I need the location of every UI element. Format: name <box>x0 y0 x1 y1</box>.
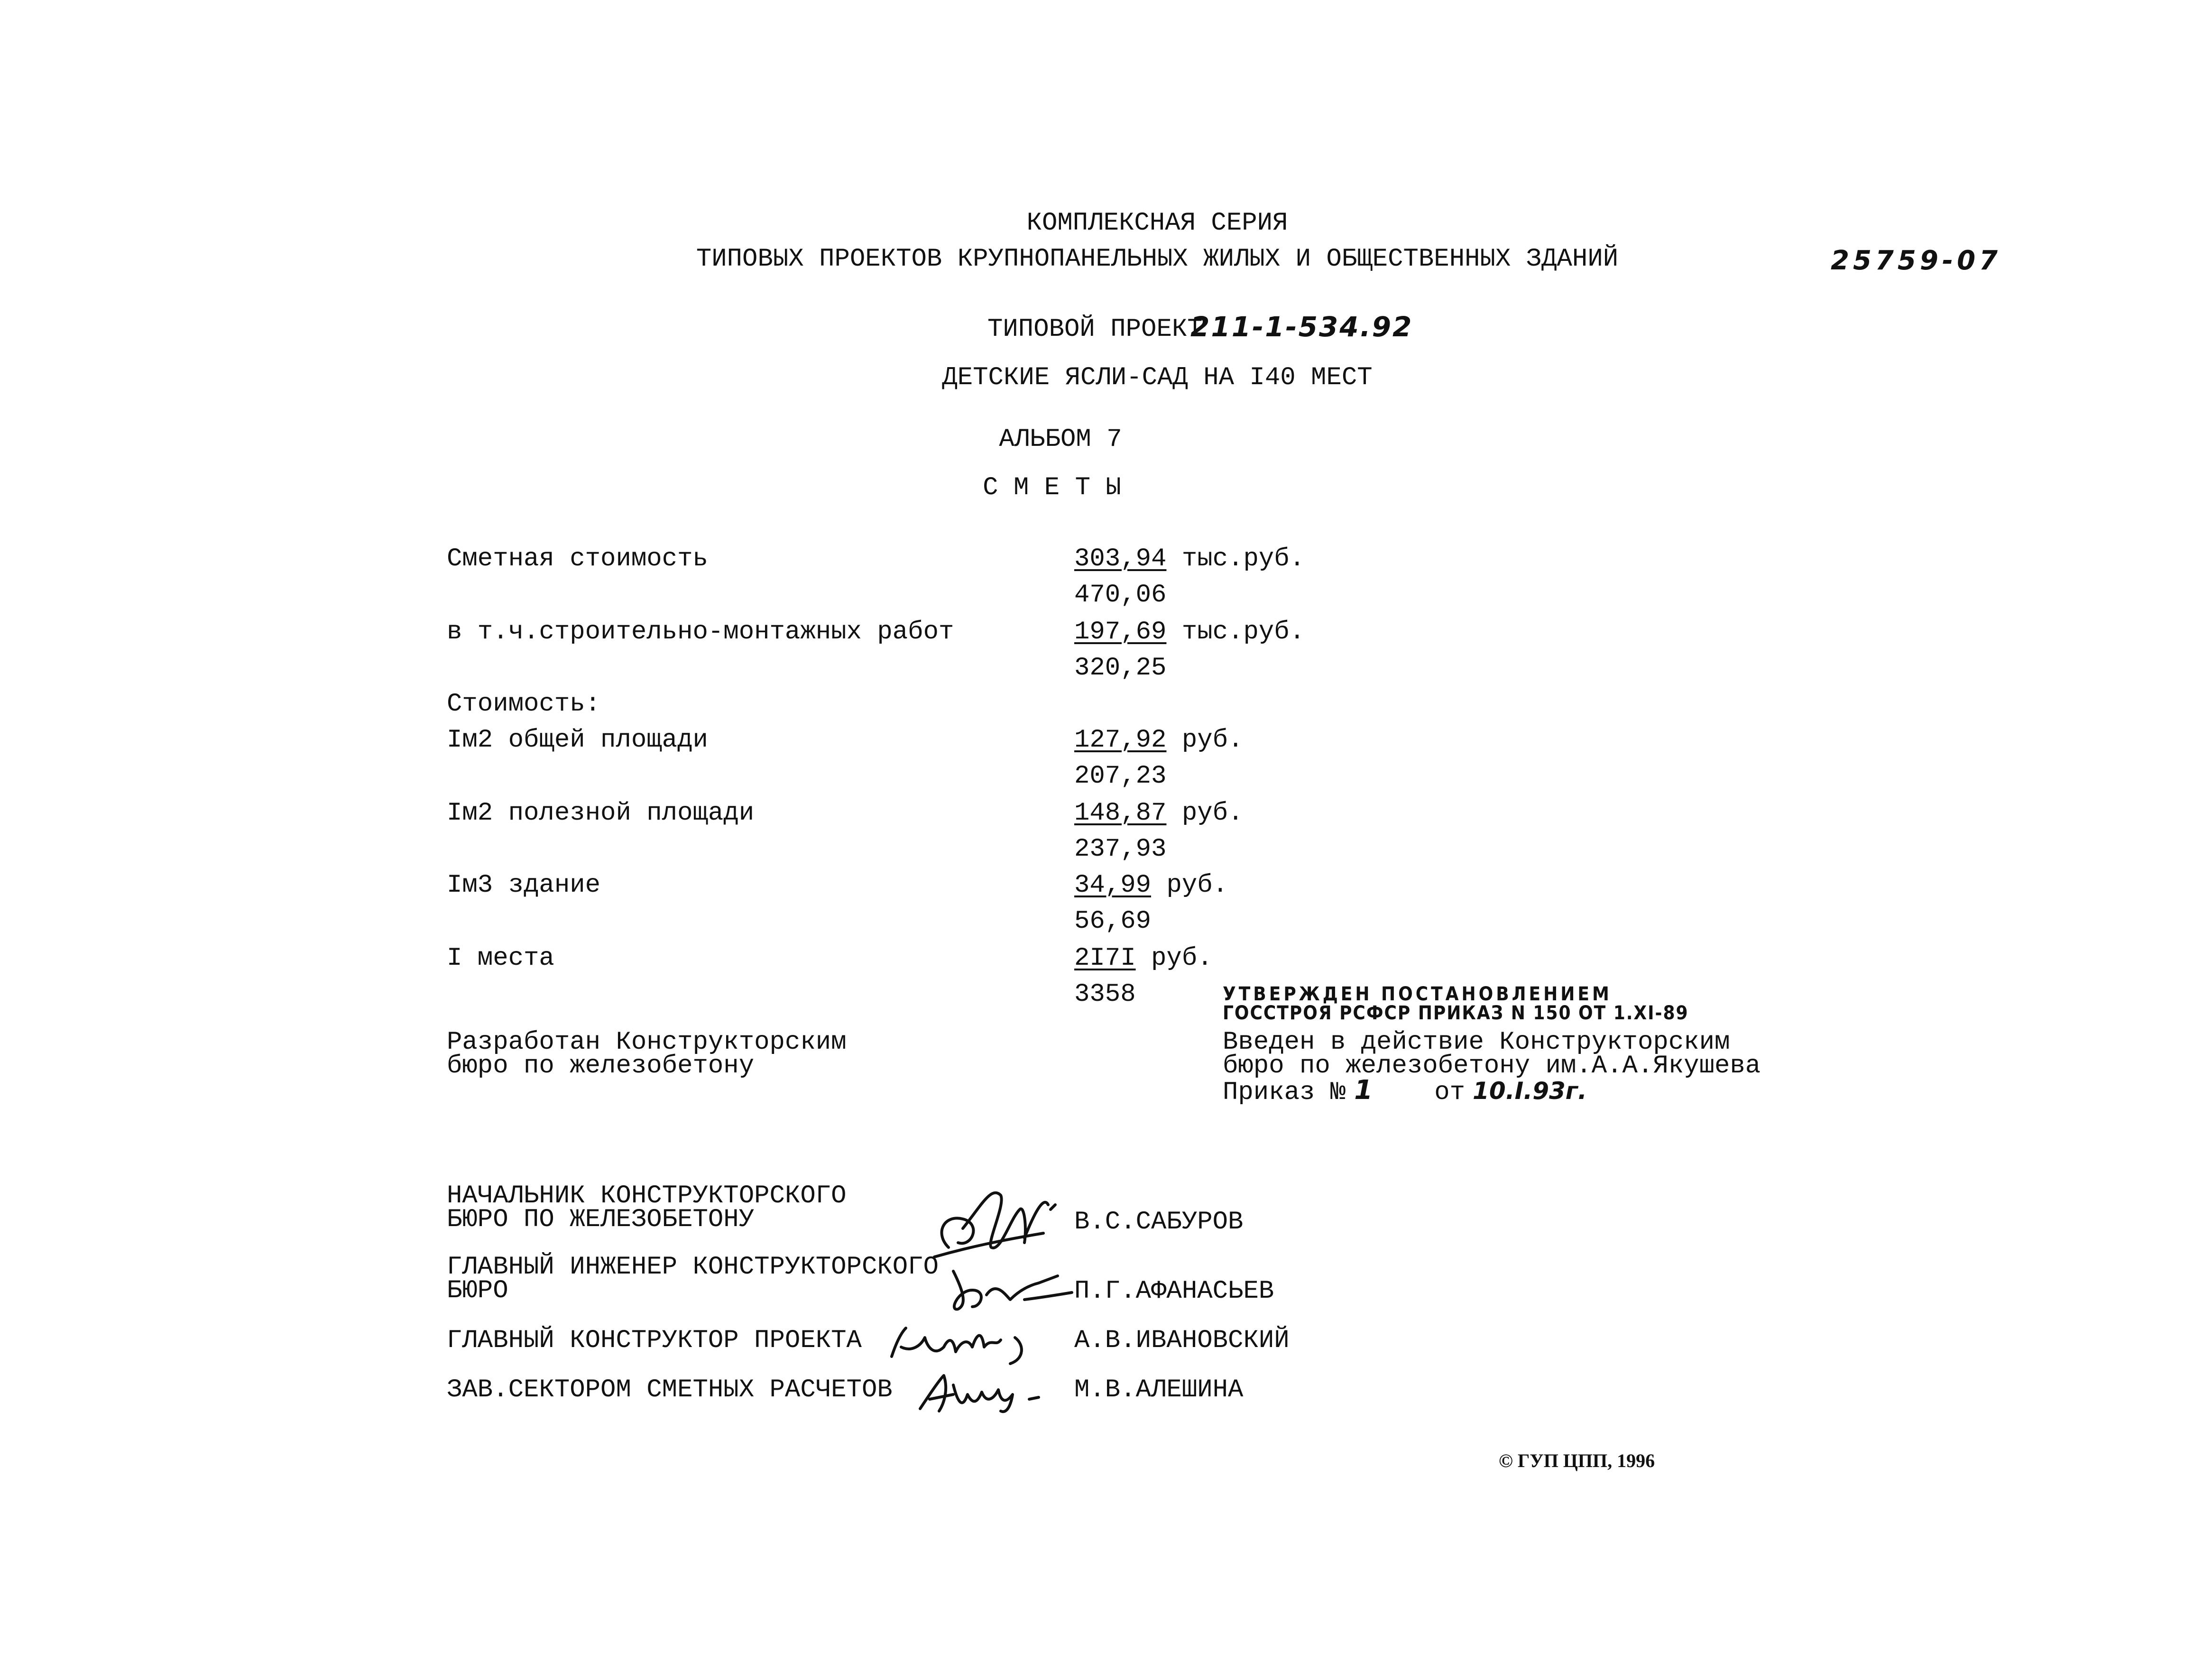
construction-value-alt: 320,25 <box>1074 654 1167 683</box>
approval-stamp-line1: УТВЕРЖДЕН ПОСТАНОВЛЕНИЕМ <box>1223 983 1612 1005</box>
signature-afanasyev <box>939 1262 1081 1314</box>
project-label: ТИПОВОЙ ПРОЕКТ <box>987 315 1203 344</box>
album-label: АЛЬБОМ 7 <box>999 425 1122 454</box>
per-total-area-value-alt: 207,23 <box>1074 762 1167 791</box>
developer-line1: Разработан Конструкторским <box>447 1028 847 1057</box>
estimate-label: Сметная стоимость <box>447 545 708 573</box>
section-title: С М Е Т Ы <box>983 473 1121 502</box>
signatory-2-title-line1: ГЛАВНЫЙ ИНЖЕНЕР КОНСТРУКТОРСКОГО <box>447 1253 939 1282</box>
doc-code: 25759-07 <box>1831 245 2001 276</box>
construction-value: 197,69 тыс.руб. <box>1074 618 1305 646</box>
per-useful-area-value: 148,87 руб. <box>1074 799 1244 828</box>
per-place-value-alt: 3358 <box>1074 980 1136 1009</box>
per-volume-label: Iм3 здание <box>447 871 601 900</box>
estimate-value: 303,94 тыс.руб. <box>1074 545 1305 573</box>
signatory-1-name: В.С.САБУРОВ <box>1074 1208 1244 1237</box>
project-title: ДЕТСКИЕ ЯСЛИ-САД НА I40 МЕСТ <box>942 363 1373 392</box>
signatory-1-title-line2: БЮРО ПО ЖЕЛЕЗОБЕТОНУ <box>447 1205 755 1234</box>
series-title-line1: КОМПЛЕКСНАЯ СЕРИЯ <box>1026 209 1288 238</box>
signature-saburov <box>930 1176 1081 1266</box>
estimate-value-alt: 470,06 <box>1074 581 1167 609</box>
signatory-4-name: М.В.АЛЕШИНА <box>1074 1375 1244 1404</box>
signatory-1-title-line1: НАЧАЛЬНИК КОНСТРУКТОРСКОГО <box>447 1182 847 1210</box>
signatory-3-name: А.В.ИВАНОВСКИЙ <box>1074 1326 1290 1355</box>
signature-ivanovsky <box>882 1319 1043 1371</box>
approval-stamp-line2: ГОССТРОЯ РСФСР ПРИКАЗ N 150 ОТ 1.XI-89 <box>1223 1002 1689 1024</box>
series-title-line2: ТИПОВЫХ ПРОЕКТОВ КРУПНОПАНЕЛЬНЫХ ЖИЛЫХ И ОБЩЕСТВЕННЫХ ЗДАНИЙ <box>696 245 1619 274</box>
per-volume-value: 34,99 руб. <box>1074 871 1228 900</box>
introduced-line2: бюро по железобетону им.А.А.Якушева <box>1223 1052 1761 1080</box>
per-useful-area-label: Iм2 полезной площади <box>447 799 755 828</box>
signatory-4-title: ЗАВ.СЕКТОРОМ СМЕТНЫХ РАСЧЕТОВ <box>447 1375 893 1404</box>
order-line: Приказ № 1 от 10.I.93г. <box>1223 1075 1587 1107</box>
signature-aleshina <box>911 1366 1053 1423</box>
per-place-value: 2I7I руб. <box>1074 944 1213 973</box>
developer-line2: бюро по железобетону <box>447 1052 755 1080</box>
introduced-line1: Введен в действие Конструкторским <box>1223 1028 1730 1057</box>
signatory-3-title: ГЛАВНЫЙ КОНСТРУКТОР ПРОЕКТА <box>447 1326 862 1355</box>
cost-heading: Стоимость: <box>447 690 601 719</box>
signatory-2-title-line2: БЮРО <box>447 1276 508 1305</box>
project-number: 211-1-534.92 <box>1190 311 1413 343</box>
per-useful-area-value-alt: 237,93 <box>1074 835 1167 864</box>
per-total-area-value: 127,92 руб. <box>1074 726 1244 755</box>
construction-label: в т.ч.строительно-монтажных работ <box>447 618 954 646</box>
signatory-2-name: П.Г.АФАНАСЬЕВ <box>1074 1277 1274 1306</box>
per-place-label: I места <box>447 944 554 973</box>
copyright: © ГУП ЦПП, 1996 <box>1499 1450 1655 1471</box>
per-volume-value-alt: 56,69 <box>1074 907 1152 936</box>
per-total-area-label: Iм2 общей площади <box>447 726 708 755</box>
